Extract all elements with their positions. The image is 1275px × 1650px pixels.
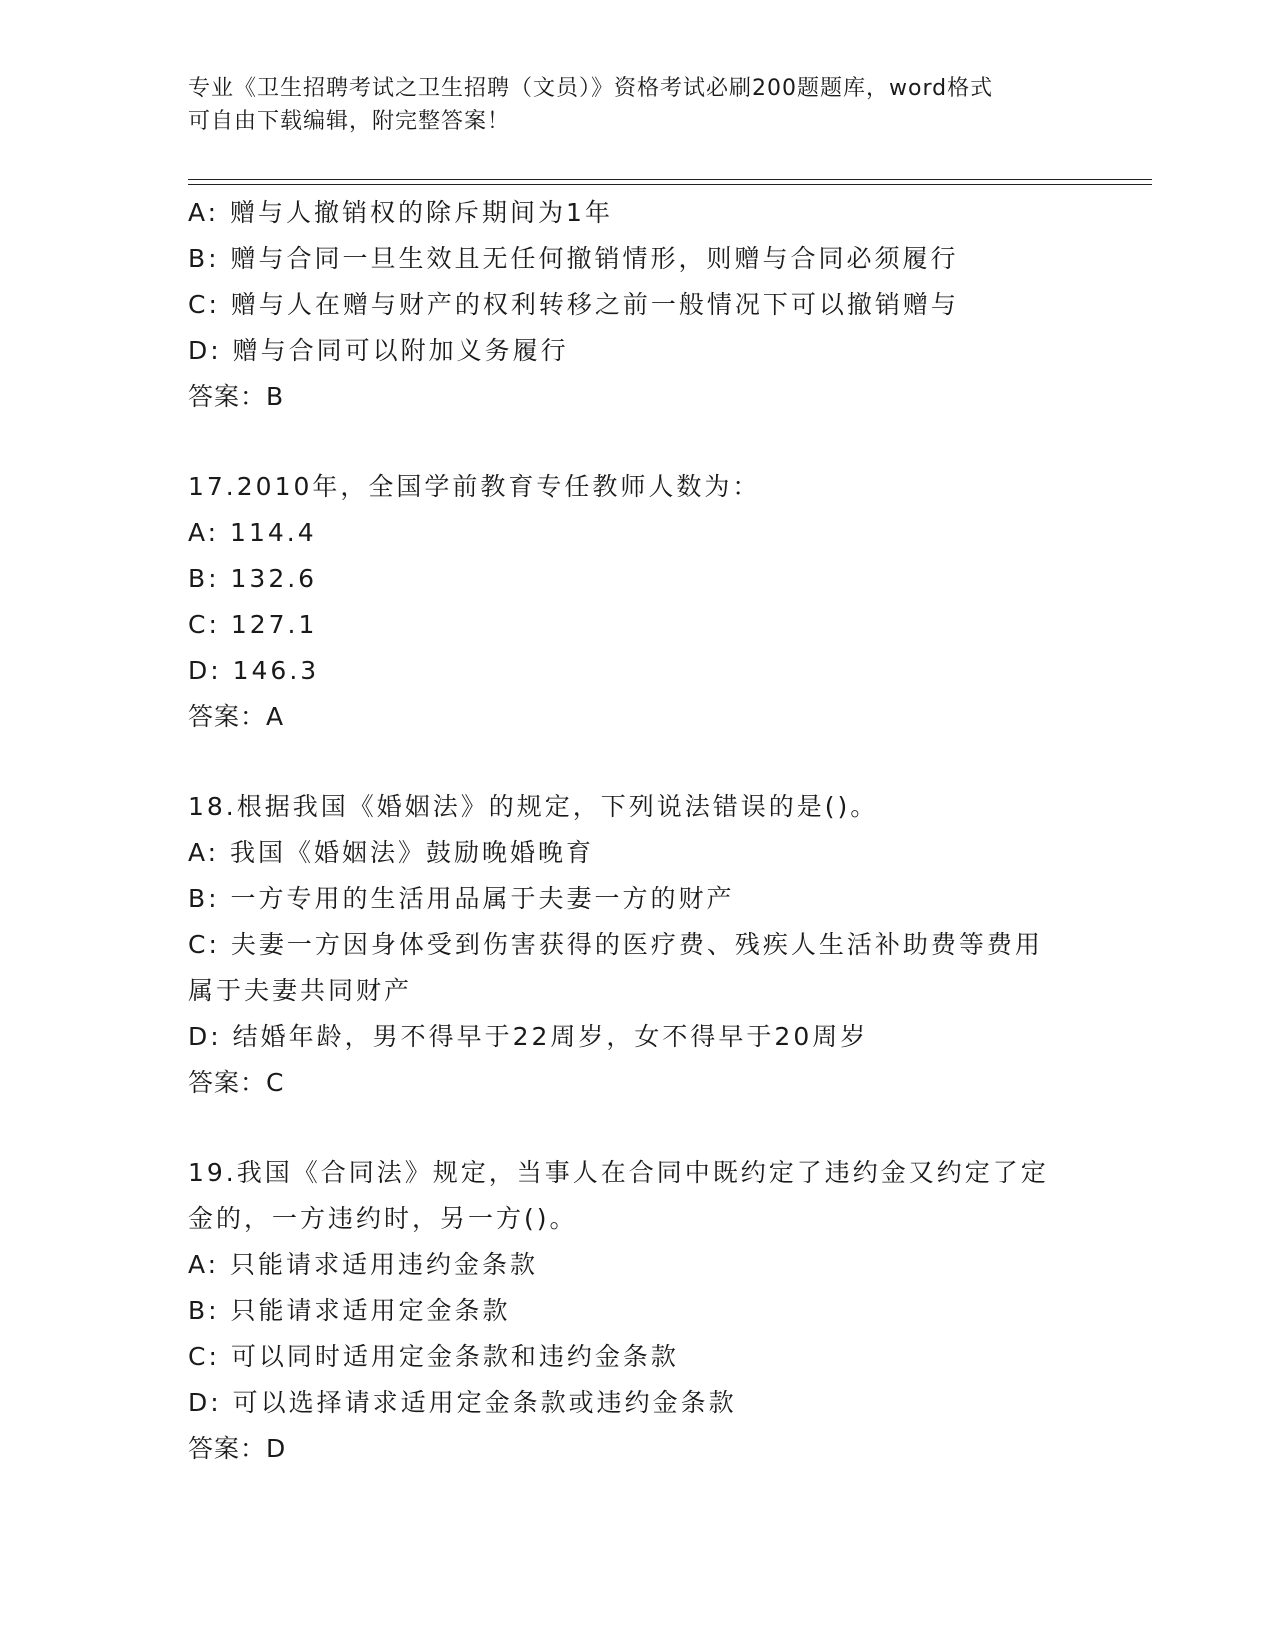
option-b: B: 只能请求适用定金条款 xyxy=(188,1296,511,1325)
option-d: D: 结婚年龄，男不得早于22周岁，女不得早于20周岁 xyxy=(188,1022,869,1051)
header-divider-top xyxy=(188,179,1152,180)
option-b: B: 赠与合同一旦生效且无任何撤销情形，则赠与合同必须履行 xyxy=(188,244,959,273)
header-title-line-1: 专业《卫生招聘考试之卫生招聘（文员）》资格考试必刷200题题库，word格式 xyxy=(188,76,994,101)
header-title-line-2: 可自由下载编辑，附完整答案！ xyxy=(188,109,511,134)
question-19 xyxy=(188,1150,1088,1472)
option-d: D: 赠与合同可以附加义务履行 xyxy=(188,336,569,365)
question-stem: 18.根据我国《婚姻法》的规定，下列说法错误的是()。 xyxy=(188,792,879,821)
answer-label: 答案：A xyxy=(188,702,285,731)
option-c: C: 夫妻一方因身体受到伤害获得的医疗费、残疾人生活补助费等费用 xyxy=(188,930,1043,959)
document-header xyxy=(188,72,1068,138)
option-a: A: 只能请求适用违约金条款 xyxy=(188,1250,539,1279)
question-18 xyxy=(188,784,1088,1106)
spacer xyxy=(188,420,1088,464)
option-a: A: 赠与人撤销权的除斥期间为1年 xyxy=(188,198,613,227)
spacer xyxy=(188,740,1088,784)
answer-label: 答案：B xyxy=(188,382,285,411)
answer-label: 答案：D xyxy=(188,1434,287,1463)
question-stem-continued: 金的，一方违约时，另一方()。 xyxy=(188,1204,578,1233)
option-c: C: 可以同时适用定金条款和违约金条款 xyxy=(188,1342,679,1371)
question-list xyxy=(188,190,1088,1472)
answer-label: 答案：C xyxy=(188,1068,285,1097)
option-d: D: 146.3 xyxy=(188,656,320,685)
question-17 xyxy=(188,464,1088,740)
option-b: B: 132.6 xyxy=(188,564,318,593)
option-c: C: 127.1 xyxy=(188,610,318,639)
option-c: C: 赠与人在赠与财产的权利转移之前一般情况下可以撤销赠与 xyxy=(188,290,959,319)
option-a: A: 我国《婚姻法》鼓励晚婚晚育 xyxy=(188,838,595,867)
question-stem: 19.我国《合同法》规定，当事人在合同中既约定了违约金又约定了定 xyxy=(188,1158,1049,1187)
question-16 xyxy=(188,190,1088,420)
option-a: A: 114.4 xyxy=(188,518,317,547)
question-stem: 17.2010年，全国学前教育专任教师人数为： xyxy=(188,472,761,501)
header-divider-bottom xyxy=(188,184,1152,185)
option-c-continued: 属于夫妻共同财产 xyxy=(188,976,413,1005)
option-d: D: 可以选择请求适用定金条款或违约金条款 xyxy=(188,1388,737,1417)
option-b: B: 一方专用的生活用品属于夫妻一方的财产 xyxy=(188,884,735,913)
spacer xyxy=(188,1106,1088,1150)
